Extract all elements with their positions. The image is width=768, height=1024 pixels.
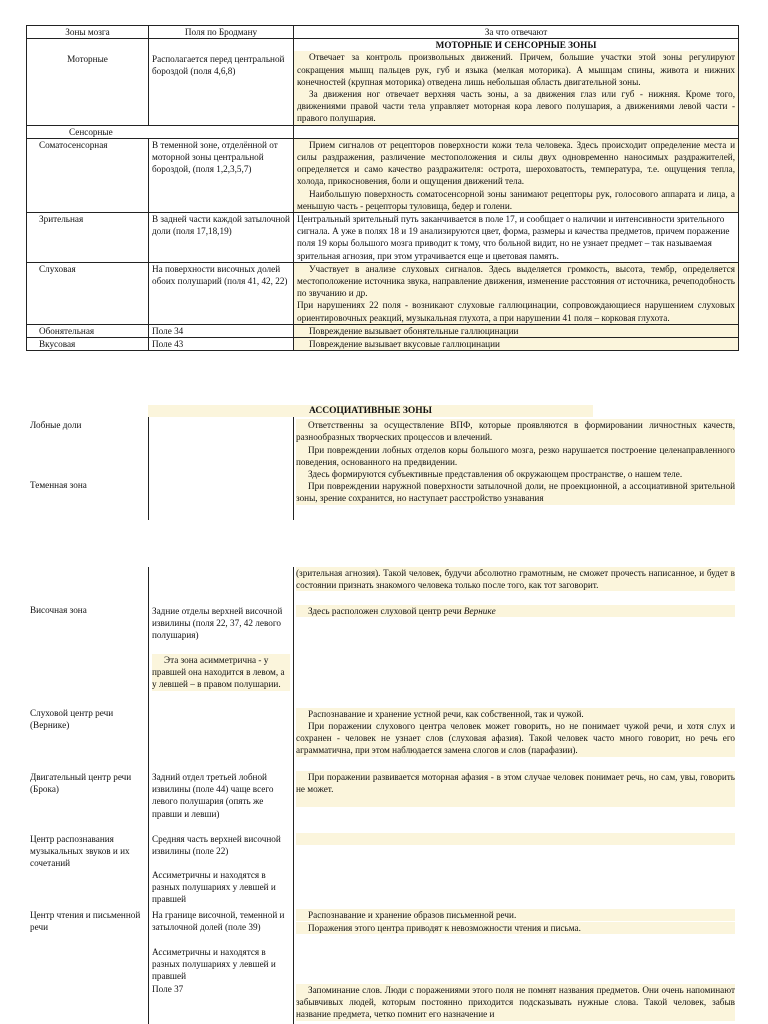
somato-text-2: Наибольшую поверхность соматосенсорной зоны занимают рецепторы рук, голосового аппарата и лица, а меньшую часть - рецепторы туловища, бедер и голени. [294,188,738,212]
motor-text-1: Отвечает за контроль произвольных движений. Причем, большие участки этой зоны регулируют сокращения мышц пальцев рук, губ и языка (мелкая моторика). А мышцам спины, живота и нижних конечностей (крупная моторика) отведена лишь небольшая область двигательной зоны. [294,51,738,88]
temporal-text-main: Здесь расположен слуховой центр речи [308,606,462,616]
reading-fields-2: Ассиметричны и находятся в разных полушариях у левшей и правшей [152,947,276,982]
gustatory-text: Повреждение вызывает вкусовые галлюцинации [294,338,739,351]
assoc-continued [26,567,738,1024]
music-zone: Центр распознавания музыкальных звуков и их сочетаний [30,834,130,869]
broca-text: При поражении развивается моторная афазия - в этом случае человек понимает речь, но сам, увы, говорить не может. [296,771,735,807]
visual-fields: В задней части каждой затылочной доли (поля 17,18,19) [149,213,294,263]
gustatory-zone: Вкусовая [27,338,149,351]
auditory-row [27,262,739,324]
motor-row [27,39,739,125]
motor-zone: Моторные [27,39,149,125]
temporal-fields: Задние отделы верхней височной извилины (поля 22, 37, 42 левого полушария) [152,606,283,641]
section-assoc: АССОЦИАТИВНЫЕ ЗОНЫ [148,405,593,417]
parietal-text-3: (зрительная агнозия). Такой человек, будучи абсолютно грамотным, не сможет прочесть написанное, и будет в состоянии признать знакомого человека только после того, как тот заговорит. [296,568,735,591]
reading-zone: Центр чтения и письменной речи [30,910,141,933]
sensory-label-row [27,125,739,138]
parietal-text-1: Здесь формируются субъективные представления об окружающем пространстве, о нашем теле. [296,468,735,480]
somato-row [27,138,739,212]
auditory-fields: На поверхности височных долей обоих полушарий (поля 41, 42, 22) [149,262,294,324]
reading-text-1: Распознавание и хранение образов письменной речи. [296,909,735,921]
table-header-row [27,26,739,39]
page-2 [0,565,768,1024]
olfactory-text: Повреждение вызывает обонятельные галлюцинации [294,324,739,337]
motor-fields: Располагается перед центральной бороздой (поля 4,6,8) [149,39,294,125]
frontal-zone: Лобные доли [30,420,82,431]
header-brodmann: Поля по Бродману [149,26,294,39]
reading-text-2: Поражения этого центра приводят к невозможности чтения и письма. [296,922,735,934]
field37-text: Запоминание слов. Люди с поражениями этого поля не помнят названия предметов. Они очень напоминают забывчивых людей, которым постоянно приходится подсказывать нужные слова. Такой человек, забыв название предмета, четко помнит его назначение и [296,985,735,1020]
olfactory-fields: Поле 34 [149,324,294,337]
frontal-text-1: Ответственны за осуществление ВПФ, которые проявляются в формировании личностных качеств, разнообразных творческих процессов и влечений. [296,420,735,443]
temporal-text [296,605,735,617]
parietal-text-2: При повреждении наружной поверхности затылочной доли, не проекционной, а ассоциативной зрительной зоны, зрение сохранится, но наступает расстройство узнавания [296,481,735,504]
somato-text-1: Прием сигналов от рецепторов поверхности кожи тела человека. Здесь происходит определение места и силы раздражения, различение местоположения и силы двух одновременно наносимых раздражителей, определяется и само качество раздражителя: острота, шероховатость, температура, т.е. ощущения тепла, холода, прикосновения, боли и ощущения движений тела. [294,139,738,188]
auditory-text-1: Участвует в анализе слуховых сигналов. Здесь выделяется громкость, высота, тембр, определяется местоположение источника звука, направление движения, изменение расстояния от источника, речеподобность по звучанию и др. [294,263,738,300]
temporal-text-italic: Верникe [463,606,496,616]
field37-fields: Поле 37 [152,984,184,994]
wernicke-text-1: Распознавание и хранение устной речи, как собственной, так и чужой. [296,708,735,720]
wernicke-zone: Слуховой центр речи (Верникe) [30,708,114,731]
somato-fields: В теменной зоне, отделённой от моторной зоны центральной бороздой, (поля 1,2,3,5,7) [149,138,294,212]
auditory-zone: Слуховая [27,262,149,324]
olfactory-zone: Обонятельная [27,324,149,337]
motor-text-2: За движения ног отвечает верхняя часть зоны, а за движения глаз или губ - нижняя. Кроме того, движениями правой части тела управляет моторная кора левого полушария, а движениями левой части - правого полушария. [294,88,738,125]
frontal-text-2: При повреждении лобных отделов коры большого мозга, резко нарушается построение целенаправленного поведения, основанного на предвидении. [296,444,735,467]
visual-zone: Зрительная [27,213,149,263]
parietal-zone: Теменная зона [30,480,87,491]
brain-zones-table [26,25,739,351]
somato-zone: Соматосенсорная [27,138,149,212]
assoc-section [26,405,738,520]
music-fields-2: Ассиметричны и находятся в разных полушариях у левшей и правшей [152,870,276,905]
section-motor-sensory: МОТОРНЫЕ И СЕНСОРНЫЕ ЗОНЫ [435,40,597,51]
wernicke-text-2: При поражении слухового центра человек может говорить, но не понимает чужой речи, и хотя слух и сохранен - человек не узнает слов (слуховая афазия). Такой человек часто много говорит, но речь его аграмматична, при этом наблюдается замена слогов и слов (парафазии). [296,721,735,756]
header-function: За что отвечают [294,26,739,39]
visual-row [27,213,739,263]
music-fields: Средняя часть верхней височной извилины (поле 22) [152,834,281,857]
gustatory-fields: Поле 43 [149,338,294,351]
broca-fields: Задний отдел третьей лобной извилины (поле 44) чаще всего левого полушария (опять же правши и левши) [152,772,274,819]
broca-zone: Двигательный центр речи (Брока) [30,772,132,795]
olfactory-row [27,324,739,337]
music-highlight [296,833,735,845]
sensory-label: Сенсорные [27,125,294,138]
gustatory-row [27,338,739,351]
temporal-fields-2: Эта зона асимметрична - у правшей она находится в левом, а у левшей – в правом полушарии. [152,654,290,691]
temporal-zone: Височная зона [30,605,87,615]
reading-fields: На границе височной, теменной и затылочной долей (поле 39) [152,910,285,933]
header-zones: Зоны мозга [27,26,149,39]
auditory-text-2: При нарушениях 22 поля - возникают слуховые галлюцинации, сопровождающиеся нарушением слуховых ориентировочных реакций, музыкальная глухота, а при нарушении 41 поля – корковая глухота. [294,299,738,323]
visual-text-1: Центральный зрительный путь заканчивается в поле 17, и сообщает о наличии и интенсивности зрительного сигнала. А уже в полях 18 и 19 анализируются цвет, форма, размеры и качества предметов, причем поражение поля 19 коры большого мозга приводит к тому, что больной видит, но не узнает предмет – так называемая зрительная агнозия, при этом утрачивается еще и цветовая память. [294,213,739,263]
